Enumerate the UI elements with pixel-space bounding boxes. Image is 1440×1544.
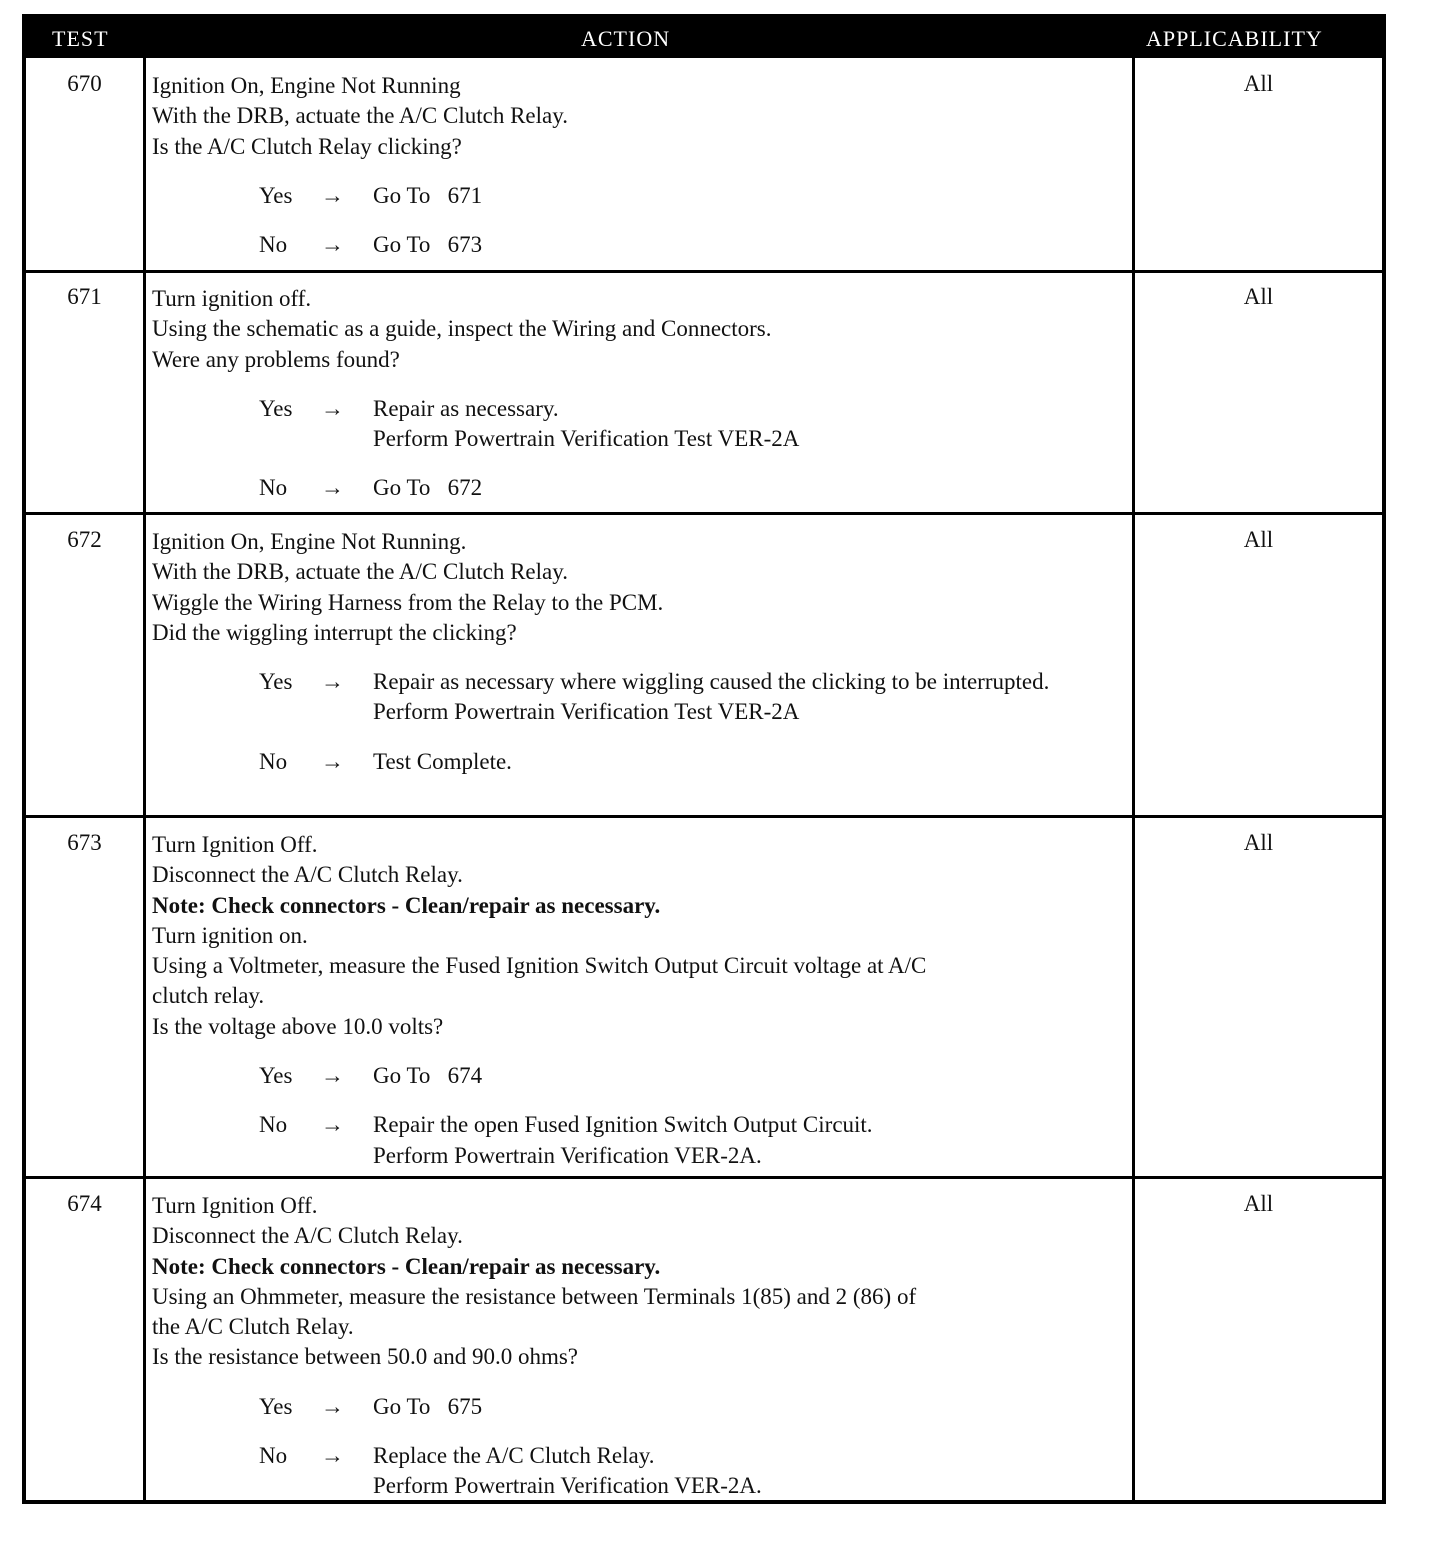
applicability-value: All <box>1243 527 1274 552</box>
answer-result <box>373 230 1126 260</box>
answer-result <box>373 1110 1126 1171</box>
action-line: Ignition On, Engine Not Running. <box>152 529 467 554</box>
arrow-icon: → <box>321 1112 344 1138</box>
arrow-icon: → <box>321 1443 344 1469</box>
answer-yes <box>152 181 1126 211</box>
applicability-value: All <box>1243 284 1274 309</box>
action-line: Were any problems found? <box>152 346 400 372</box>
result-line: Go To 671 <box>373 182 483 208</box>
answer-list <box>152 394 1126 504</box>
header-test: TEST <box>52 26 109 51</box>
header-applicability: APPLICABILITY <box>1146 26 1323 51</box>
answer-result <box>373 1061 1126 1091</box>
answer-yes <box>152 1392 1126 1422</box>
answer-key: No <box>259 1112 288 1138</box>
table-row <box>26 58 1382 270</box>
answer-list <box>152 667 1126 777</box>
answer-no <box>152 230 1126 260</box>
action-line: Turn ignition on. <box>152 922 308 948</box>
action-line: Is the voltage above 10.0 volts? <box>152 1013 444 1039</box>
result-line: Replace the A/C Clutch Relay. <box>373 1443 655 1469</box>
arrow-icon: → <box>321 395 344 421</box>
arrow-icon: → <box>321 669 344 695</box>
answer-list <box>152 181 1126 261</box>
answer-key: No <box>259 475 288 501</box>
result-line: Perform Powertrain Verification VER-2A. <box>373 1473 762 1499</box>
result-line: Go To 672 <box>373 475 483 501</box>
answer-result <box>373 1392 1126 1422</box>
action-line: Turn Ignition Off. <box>152 832 318 857</box>
action-line: Is the resistance between 50.0 and 90.0 ohms? <box>152 1344 579 1370</box>
action-line: Ignition On, Engine Not Running <box>152 73 461 98</box>
answer-key: No <box>259 232 288 258</box>
answer-key: Yes <box>259 669 293 695</box>
answer-result <box>373 181 1126 211</box>
answer-key: Yes <box>259 395 293 421</box>
answer-list <box>152 1061 1126 1171</box>
table-row <box>26 1179 1382 1500</box>
table-row <box>26 273 1382 512</box>
answer-result <box>373 747 1126 777</box>
result-line: Go To 674 <box>373 1063 483 1089</box>
answer-result <box>373 473 1126 503</box>
arrow-icon: → <box>321 748 344 774</box>
action-line: Using the schematic as a guide, inspect the Wiring and Connectors. <box>152 316 772 342</box>
table-header <box>26 18 1382 58</box>
action-line: Disconnect the A/C Clutch Relay. <box>152 1223 463 1249</box>
action-line: Disconnect the A/C Clutch Relay. <box>152 862 463 888</box>
applicability-value: All <box>1243 71 1274 96</box>
table-row <box>26 515 1382 815</box>
action-text <box>152 527 1126 777</box>
action-text <box>152 71 1126 260</box>
result-line: Repair as necessary. <box>373 395 559 421</box>
arrow-icon: → <box>321 1393 344 1419</box>
test-number: 670 <box>67 71 102 96</box>
result-line: Test Complete. <box>373 748 512 774</box>
action-line: Did the wiggling interrupt the clicking? <box>152 619 517 645</box>
applicability-value: All <box>1243 1191 1274 1216</box>
arrow-icon: → <box>321 475 344 501</box>
answer-no <box>152 1110 1126 1171</box>
answer-no <box>152 747 1126 777</box>
action-line: the A/C Clutch Relay. <box>152 1314 354 1340</box>
applicability-value: All <box>1243 830 1274 855</box>
test-number: 672 <box>67 527 102 552</box>
action-text <box>152 284 1126 504</box>
answer-result <box>373 667 1126 728</box>
answer-list <box>152 1392 1126 1502</box>
result-line: Repair as necessary where wiggling caused the clicking to be interrupted. <box>373 669 1050 695</box>
action-line: With the DRB, actuate the A/C Clutch Relay. <box>152 559 568 585</box>
action-text <box>152 1191 1126 1502</box>
answer-yes <box>152 1061 1126 1091</box>
arrow-icon: → <box>321 1063 344 1089</box>
action-line: Using a Voltmeter, measure the Fused Ignition Switch Output Circuit voltage at A/C <box>152 953 927 979</box>
answer-no <box>152 473 1126 503</box>
test-number: 673 <box>67 830 102 855</box>
note-line: Note: Check connectors - Clean/repair as necessary. <box>152 892 661 918</box>
action-text <box>152 830 1126 1171</box>
action-line: With the DRB, actuate the A/C Clutch Relay. <box>152 103 568 129</box>
diagnostic-test-table <box>22 14 1386 1504</box>
result-line: Go To 673 <box>373 232 483 258</box>
answer-key: No <box>259 748 288 774</box>
result-line: Go To 675 <box>373 1393 483 1419</box>
answer-key: Yes <box>259 1393 293 1419</box>
action-line: Is the A/C Clutch Relay clicking? <box>152 133 462 159</box>
answer-yes <box>152 394 1126 455</box>
action-line: clutch relay. <box>152 983 265 1009</box>
note-line: Note: Check connectors - Clean/repair as necessary. <box>152 1253 661 1279</box>
action-line: Using an Ohmmeter, measure the resistance between Terminals 1(85) and 2 (86) of <box>152 1283 917 1309</box>
answer-key: Yes <box>259 182 293 208</box>
answer-yes <box>152 667 1126 728</box>
answer-result <box>373 1441 1126 1502</box>
arrow-icon: → <box>321 182 344 208</box>
answer-key: Yes <box>259 1063 293 1089</box>
arrow-icon: → <box>321 232 344 258</box>
test-number: 671 <box>67 284 102 309</box>
header-action: ACTION <box>581 26 671 51</box>
result-line: Perform Powertrain Verification Test VER-2A <box>373 426 800 452</box>
answer-result <box>373 394 1126 455</box>
result-line: Perform Powertrain Verification Test VER-2A <box>373 699 800 725</box>
result-line: Repair the open Fused Ignition Switch Output Circuit. <box>373 1112 873 1138</box>
table-row <box>26 818 1382 1176</box>
test-number: 674 <box>67 1191 102 1216</box>
action-line: Turn Ignition Off. <box>152 1193 318 1218</box>
answer-no <box>152 1441 1126 1502</box>
result-line: Perform Powertrain Verification VER-2A. <box>373 1142 762 1168</box>
answer-key: No <box>259 1443 288 1469</box>
action-line: Wiggle the Wiring Harness from the Relay to the PCM. <box>152 589 664 615</box>
action-line: Turn ignition off. <box>152 286 312 311</box>
